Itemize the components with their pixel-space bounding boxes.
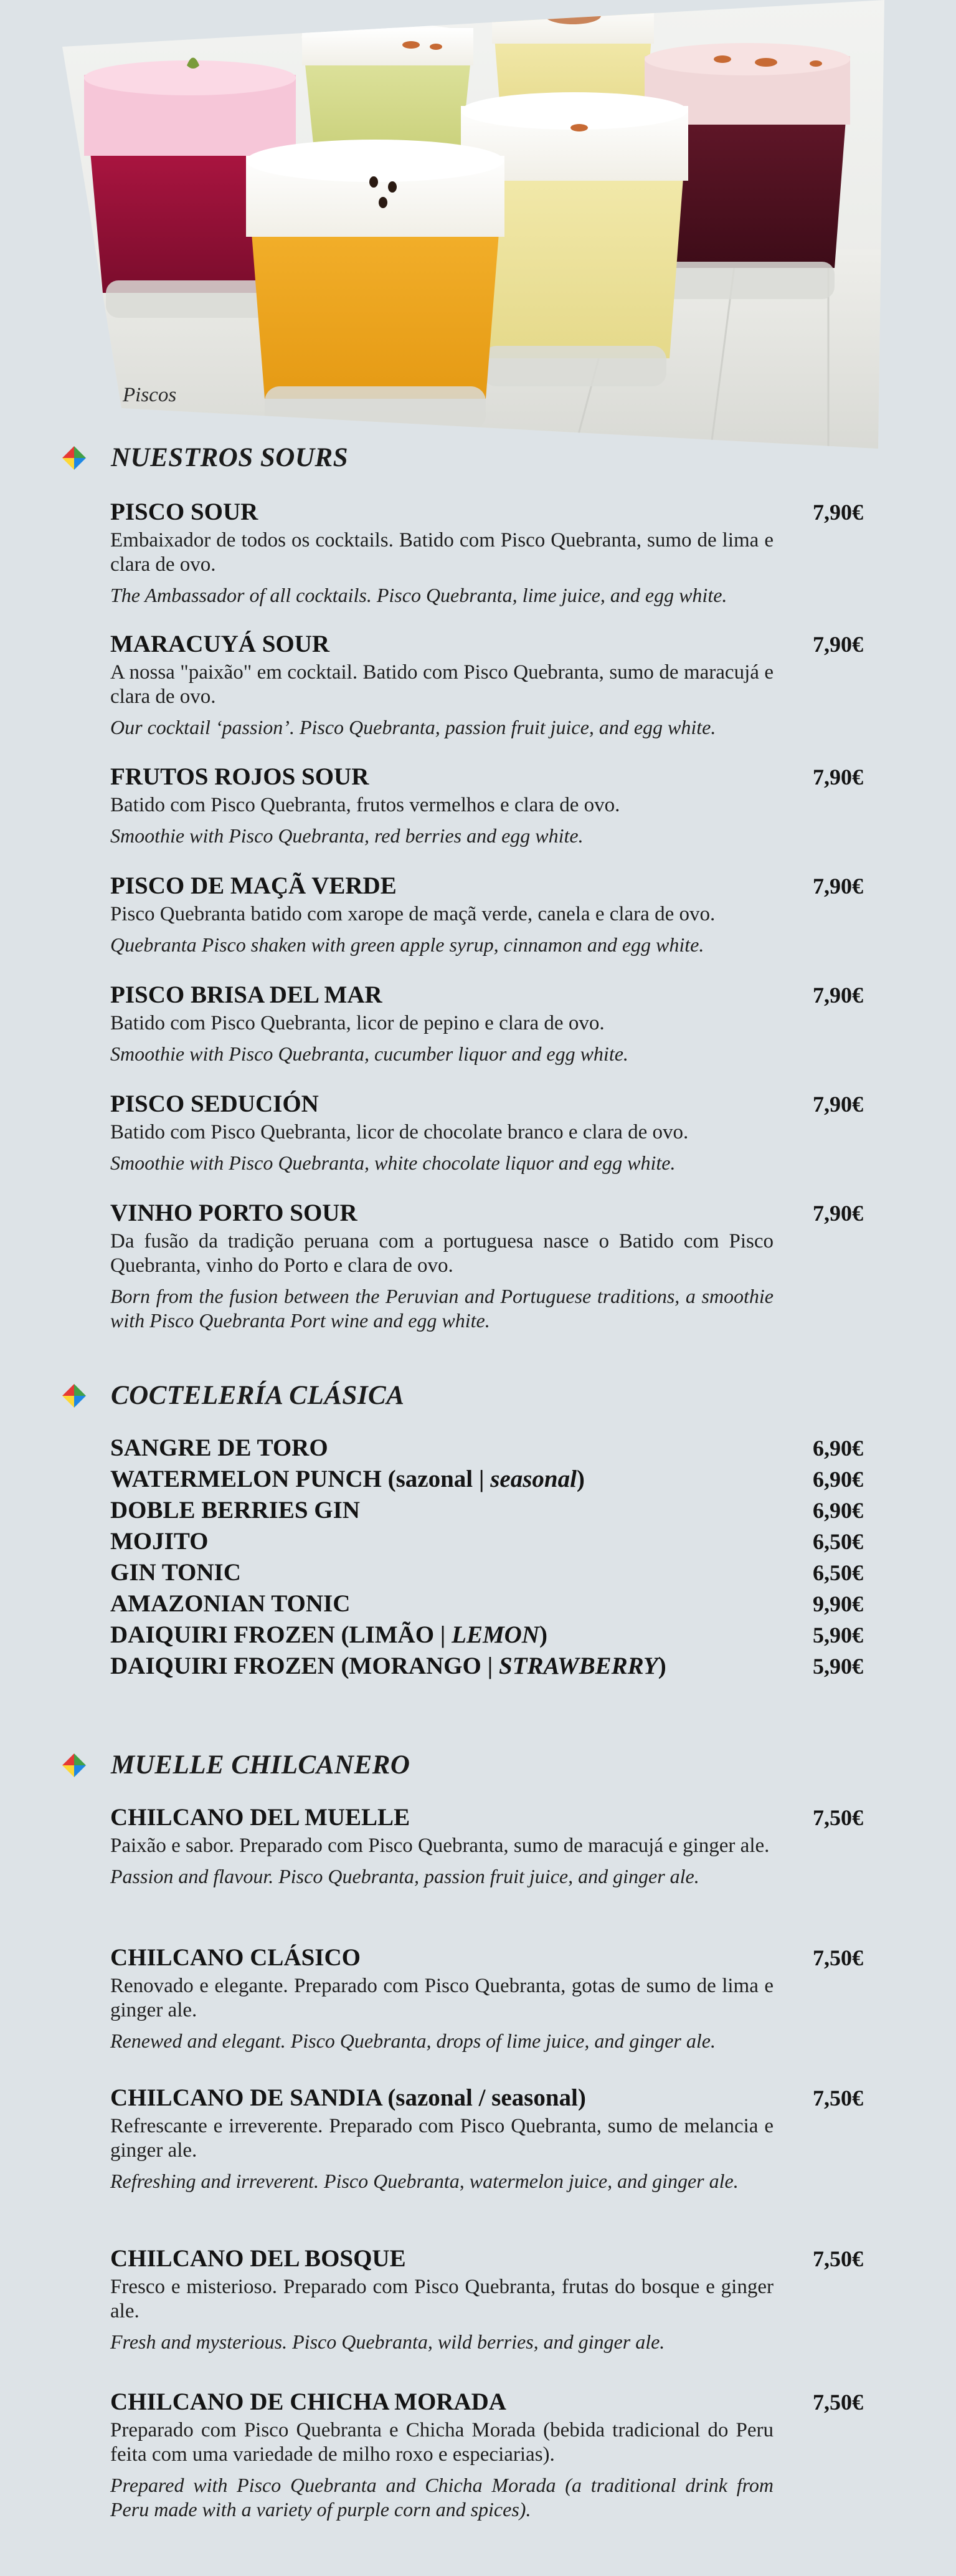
list-item [110,1433,870,1463]
item-price: 7,90€ [813,632,863,657]
menu-item [110,1090,774,1175]
item-price: 7,50€ [813,2086,863,2111]
item-name-italic: STRAWBERRY [498,1653,658,1679]
item-price: 7,90€ [813,765,863,789]
item-description-en: Our cocktail ‘passion’. Pisco Quebranta, passion fruit juice, and egg white. [110,716,716,738]
list-item [110,1527,870,1557]
item-name: MOJITO [110,1528,209,1555]
item-name: PISCO DE MAÇÃ VERDE [110,872,397,899]
cocktails-image [62,0,884,455]
photo-caption: Piscos [123,384,177,406]
section-title: MUELLE CHILCANERO [111,1750,410,1780]
menu-item [110,2084,774,2193]
item-name-end: ) [576,1466,585,1492]
menu-item [110,872,774,957]
item-description-en: The Ambassador of all cocktails. Pisco Quebranta, lime juice, and egg white. [110,584,727,606]
list-item [110,1496,870,1525]
item-description-en: Refreshing and irreverent. Pisco Quebranta, watermelon juice, and ginger ale. [110,2170,739,2192]
menu-item [110,1944,774,2053]
item-description-pt: Batido com Pisco Quebranta, licor de chocolate branco e clara de ovo. [110,1121,689,1143]
item-name: WATERMELON PUNCH (sazonal | [110,1466,491,1492]
list-item [110,1651,870,1681]
item-name: CHILCANO CLÁSICO [110,1944,361,1971]
item-price: 6,50€ [813,1560,863,1585]
item-description-pt: Fresco e misterioso. Preparado com Pisco Quebranta, frutas do bosque e ginger ale. [110,2276,774,2322]
item-description-pt: Renovado e elegante. Preparado com Pisco Quebranta, gotas de sumo de lima e ginger ale. [110,1975,774,2021]
item-price: 7,90€ [813,1201,863,1226]
item-price: 6,90€ [813,1467,863,1492]
menu-item [110,2388,774,2522]
item-price: 7,90€ [813,500,863,525]
item-description-pt: Refrescante e irreverente. Preparado com Pisco Quebranta, sumo de melancia e ginger ale. [110,2115,774,2162]
item-price: 7,50€ [813,2390,863,2415]
menu-item [110,981,774,1066]
section-title: NUESTROS SOURS [111,443,348,472]
diamond-icon [62,446,86,470]
item-name-end: ) [539,1621,547,1648]
item-name-italic: seasonal [490,1466,577,1492]
item-description-pt: Pisco Quebranta batido com xarope de maçã verde, canela e clara de ovo. [110,903,716,925]
item-price: 7,50€ [813,1945,863,1970]
item-name: CHILCANO DE CHICHA MORADA [110,2388,506,2415]
item-name: DOBLE BERRIES GIN [110,1497,360,1524]
item-description-en: Fresh and mysterious. Pisco Quebranta, wild berries, and ginger ale. [110,2330,665,2353]
item-price: 7,50€ [813,1805,863,1830]
item-description-en: Smoothie with Pisco Quebranta, white chocolate liquor and egg white. [110,1152,676,1174]
item-price: 6,90€ [813,1436,863,1461]
menu-item [110,1200,774,1333]
item-description-en: Renewed and elegant. Pisco Quebranta, drops of lime juice, and ginger ale. [110,2030,716,2052]
item-description-pt: Embaixador de todos os cocktails. Batido com Pisco Quebranta, sumo de lima e clara de ovo. [110,529,774,576]
item-description-pt: Batido com Pisco Quebranta, licor de pepino e clara de ovo. [110,1012,605,1034]
diamond-icon [62,1384,86,1408]
item-name-italic: LEMON [452,1621,539,1648]
item-name: AMAZONIAN TONIC [110,1590,351,1617]
section-header-sours [62,442,348,473]
menu-item [110,631,774,740]
item-name: GIN TONIC [110,1559,241,1586]
item-description-en: Prepared with Pisco Quebranta and Chicha Morada (a traditional drink from Peru made with a variety of purple corn and spices). [110,2474,774,2521]
item-price: 6,50€ [813,1529,863,1554]
item-description-pt: A nossa "paixão" em cocktail. Batido com Pisco Quebranta, sumo de maracujá e clara de ovo. [110,661,774,708]
item-name: CHILCANO DE SANDIA (sazonal / seasonal) [110,2084,586,2111]
item-description-en: Born from the fusion between the Peruvian and Portuguese traditions, a smoothie with Pisco Quebranta Port wine and egg white. [110,1285,774,1332]
item-name: SANGRE DE TORO [110,1434,328,1461]
item-name: PISCO SOUR [110,499,258,525]
item-price: 5,90€ [813,1654,863,1679]
item-name: CHILCANO DEL MUELLE [110,1804,410,1831]
list-item [110,1620,870,1650]
item-name: DAIQUIRI FROZEN (LIMÃO | [110,1621,452,1648]
item-name: MARACUYÁ SOUR [110,631,330,657]
menu-item [110,2245,774,2354]
item-description-pt: Da fusão da tradição peruana com a portuguesa nasce o Batido com Pisco Quebranta, vinho do Porto e clara de ovo. [110,1230,774,1277]
diamond-icon [62,1753,86,1777]
section-title: COCTELERÍA CLÁSICA [111,1381,405,1410]
cocktails-photo [62,0,884,455]
list-item [110,1464,870,1494]
item-name: FRUTOS ROJOS SOUR [110,763,369,790]
list-item [110,1589,870,1619]
item-description-pt: Batido com Pisco Quebranta, frutos vermelhos e clara de ovo. [110,794,620,816]
item-price: 7,90€ [813,983,863,1008]
item-name-end: ) [658,1653,666,1679]
item-description-en: Smoothie with Pisco Quebranta, red berries and egg white. [110,824,584,847]
item-price: 7,90€ [813,1092,863,1117]
item-description-en: Passion and flavour. Pisco Quebranta, passion fruit juice, and ginger ale. [110,1865,699,1887]
list-item [110,1558,870,1588]
item-name: PISCO BRISA DEL MAR [110,981,382,1008]
item-name: PISCO SEDUCIÓN [110,1090,319,1117]
item-description-pt: Preparado com Pisco Quebranta e Chicha Morada (bebida tradicional do Peru feita com uma variedade de milho roxo e especiarias). [110,2419,774,2466]
item-price: 9,90€ [813,1591,863,1616]
item-price: 5,90€ [813,1623,863,1648]
item-description-en: Smoothie with Pisco Quebranta, cucumber liquor and egg white. [110,1042,628,1065]
item-price: 7,90€ [813,874,863,899]
item-price: 6,90€ [813,1498,863,1523]
section-header-clasica [62,1380,404,1411]
menu-item [110,1804,774,1889]
item-name: DAIQUIRI FROZEN (MORANGO | [110,1653,499,1679]
item-name: VINHO PORTO SOUR [110,1200,357,1226]
menu-item [110,499,774,608]
item-price: 7,50€ [813,2246,863,2271]
item-description-pt: Paixão e sabor. Preparado com Pisco Quebranta, sumo de maracujá e ginger ale. [110,1834,770,1857]
item-description-en: Quebranta Pisco shaken with green apple syrup, cinnamon and egg white. [110,933,704,956]
section-header-muelle [62,1750,410,1780]
menu-item [110,763,774,848]
item-name: CHILCANO DEL BOSQUE [110,2245,406,2272]
